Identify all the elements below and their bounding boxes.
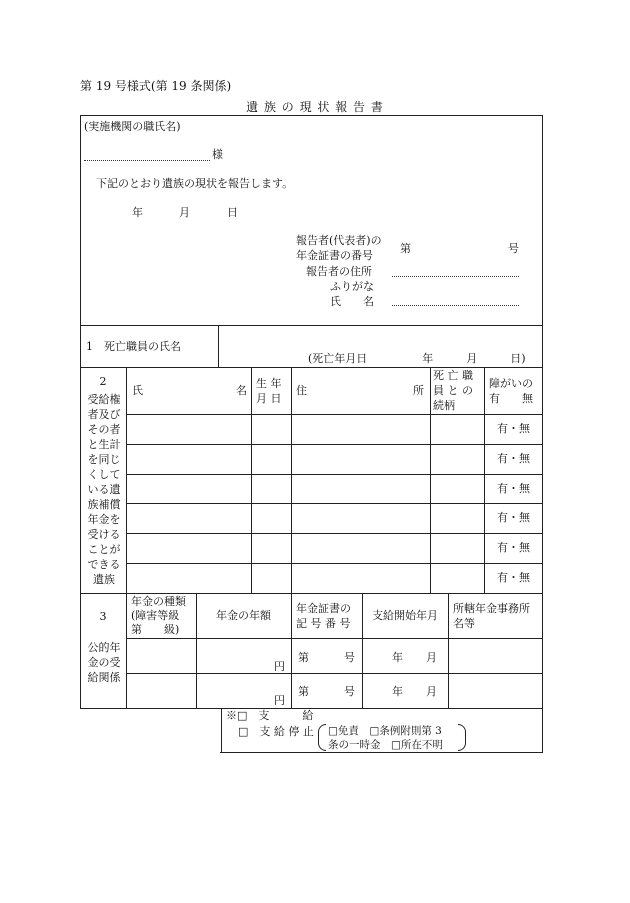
col-start: 支給開始年月 xyxy=(372,609,438,622)
divider xyxy=(218,325,219,367)
divider xyxy=(126,593,127,708)
pension-no-go: 号 xyxy=(508,242,519,255)
divider xyxy=(126,533,543,534)
disability-option[interactable]: 有・無 xyxy=(497,452,530,465)
disability-option[interactable]: 有・無 xyxy=(497,571,530,584)
name-line[interactable] xyxy=(392,305,519,306)
col-amount: 年金の年額 xyxy=(216,609,271,622)
section2-number: 2 xyxy=(99,375,107,388)
divider xyxy=(430,367,431,593)
document-title: 遺 族 の 現 状 報 告 書 xyxy=(246,100,384,114)
left-brace xyxy=(318,724,326,751)
footer-option-2[interactable]: 条の一時金 □所在不明 xyxy=(328,739,443,751)
footer-suspension[interactable]: □ 支 給 停 止 xyxy=(238,725,314,738)
date-month: 月 xyxy=(179,206,190,219)
col-birth-1: 生 年 xyxy=(256,377,282,390)
col-address-1: 住 xyxy=(296,384,307,397)
divider xyxy=(291,367,292,593)
disability-option[interactable]: 有・無 xyxy=(497,482,530,495)
divider xyxy=(126,367,127,593)
form-number-label: 第 19 号様式(第 19 条関係) xyxy=(80,79,232,93)
divider xyxy=(251,367,252,593)
agency-label: (実施機関の職氏名) xyxy=(84,120,181,133)
name-label: 氏 名 xyxy=(330,295,374,308)
col-address-2: 所 xyxy=(413,384,424,397)
divider xyxy=(126,673,543,674)
date-day: 日 xyxy=(227,206,238,219)
col-office-2: 名等 xyxy=(453,617,475,630)
yen-unit: 円 xyxy=(274,660,285,673)
col-cert-1: 年金証書の xyxy=(296,602,351,615)
disability-option[interactable]: 有・無 xyxy=(497,541,530,554)
col-disability-1: 障がいの xyxy=(489,377,533,390)
col-cert-2: 記 号 番 号 xyxy=(296,617,351,630)
sama-label: 様 xyxy=(212,148,223,161)
divider xyxy=(126,503,543,504)
col-office-1: 所轄年金事務所 xyxy=(453,602,530,615)
divider xyxy=(126,474,543,475)
cert-dai: 第 xyxy=(298,685,309,698)
col-disability-2: 有 無 xyxy=(489,392,533,405)
yen-unit: 円 xyxy=(274,694,285,707)
footer-payment[interactable]: ※□ 支 給 xyxy=(226,709,314,722)
col-type-3: 第 級) xyxy=(131,623,180,636)
deceased-name-label: 1 死亡職員の氏名 xyxy=(86,340,181,353)
right-brace xyxy=(458,724,466,751)
cert-dai: 第 xyxy=(298,651,309,664)
form-frame xyxy=(80,115,543,753)
section3-number: 3 xyxy=(99,610,107,623)
death-date-label: (死亡年月日 年 月 日) xyxy=(308,352,526,365)
col-type-1: 年金の種類 xyxy=(131,595,186,608)
col-name-2: 名 xyxy=(236,384,247,397)
section2-label: 受給権者及びその者と生計を同じくしている遺族補償年金を受けることができる遺族 xyxy=(87,393,121,586)
col-relation-3: 続柄 xyxy=(433,399,455,412)
divider xyxy=(80,325,543,326)
divider xyxy=(126,444,543,445)
divider xyxy=(484,367,485,593)
divider xyxy=(448,593,449,708)
col-type-2: (障害等級 xyxy=(131,609,180,622)
footer-option-1[interactable]: □免責 □条例附則第 3 xyxy=(328,725,442,737)
start-year: 年 xyxy=(392,651,403,664)
divider xyxy=(126,638,543,639)
cert-go: 号 xyxy=(344,651,355,664)
disability-option[interactable]: 有・無 xyxy=(497,422,530,435)
pension-no-label-2: 年金証書の番号 xyxy=(296,249,373,262)
divider xyxy=(80,708,221,709)
furigana-label: ふりがな xyxy=(330,280,374,293)
pension-no-label-1: 報告者(代表者)の xyxy=(296,234,382,247)
pension-no-dai: 第 xyxy=(400,242,411,255)
col-name-1: 氏 xyxy=(132,384,143,397)
col-relation-2: 員 と の xyxy=(433,384,473,397)
start-month: 月 xyxy=(426,685,437,698)
divider xyxy=(291,593,292,708)
divider xyxy=(80,367,543,368)
address-label: 報告者の住所 xyxy=(306,265,372,278)
divider xyxy=(80,593,543,594)
divider xyxy=(126,414,543,415)
address-line[interactable] xyxy=(392,276,519,277)
intro-text: 下記のとおり遺族の現状を報告します。 xyxy=(96,177,294,190)
disability-option[interactable]: 有・無 xyxy=(497,511,530,524)
start-month: 月 xyxy=(426,651,437,664)
col-relation-1: 死 亡 職 xyxy=(433,369,473,382)
section3-label: 公的年金の受給関係 xyxy=(87,641,121,684)
start-year: 年 xyxy=(392,685,403,698)
date-year: 年 xyxy=(132,206,143,219)
divider xyxy=(126,563,543,564)
agency-name-line[interactable] xyxy=(84,160,210,161)
col-birth-2: 月 日 xyxy=(256,392,282,405)
cert-go: 号 xyxy=(344,685,355,698)
